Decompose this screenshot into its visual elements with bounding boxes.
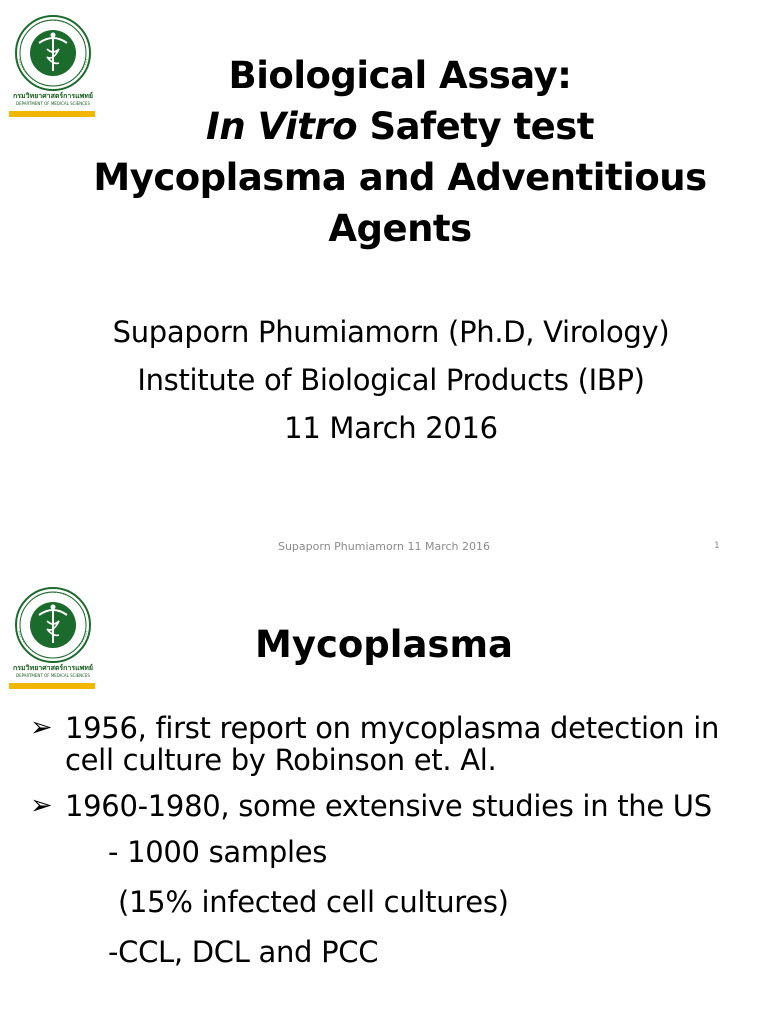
bullet-item	[30, 712, 760, 776]
institute-name: Institute of Biological Products (IBP)	[137, 363, 645, 397]
page-number: 1	[714, 541, 720, 551]
title-line-4: Agents	[328, 207, 472, 250]
bullet-item	[30, 790, 760, 822]
author-block	[0, 308, 768, 452]
slide-footer: Supaporn Phumiamorn 11 March 2016	[277, 540, 491, 553]
author-name: Supaporn Phumiamorn (Ph.D, Virology)	[112, 315, 670, 349]
logo-thai-caption: กรมวิทยาศาสตร์การแพทย์	[13, 664, 93, 672]
arrow-bullet-icon: ➢	[30, 712, 53, 743]
bullet-text: 1960-1980, some extensive studies in the US	[65, 789, 712, 823]
bullet-list	[30, 712, 760, 986]
logo-gold-bar	[9, 683, 95, 689]
sub-line: - 1000 samples	[108, 835, 328, 869]
presentation-date: 11 March 2016	[284, 411, 498, 445]
logo-english-caption: DEPARTMENT OF MEDICAL SCIENCES	[16, 673, 90, 678]
title-line-1: Biological Assay:	[228, 54, 572, 97]
logo-english-caption: DEPARTMENT OF MEDICAL SCIENCES	[16, 101, 90, 106]
slide-title: Mycoplasma	[255, 623, 513, 666]
slide-title	[40, 50, 760, 254]
sub-line: -CCL, DCL and PCC	[108, 935, 379, 969]
title-line-2	[40, 101, 760, 152]
title-line-2-rest: Safety test	[357, 105, 594, 148]
sub-line: (15% infected cell cultures)	[118, 885, 509, 919]
title-line-3: Mycoplasma and Adventitious	[93, 156, 707, 199]
bullet-text: 1956, first report on mycoplasma detection in cell culture by Robinson et. Al.	[65, 711, 720, 777]
slide-2	[0, 572, 768, 1024]
arrow-bullet-icon: ➢	[30, 790, 53, 821]
logo-thai-caption: กรมวิทยาศาสตร์การแพทย์	[13, 92, 93, 100]
title-italic-part: In Vitro	[206, 105, 358, 148]
